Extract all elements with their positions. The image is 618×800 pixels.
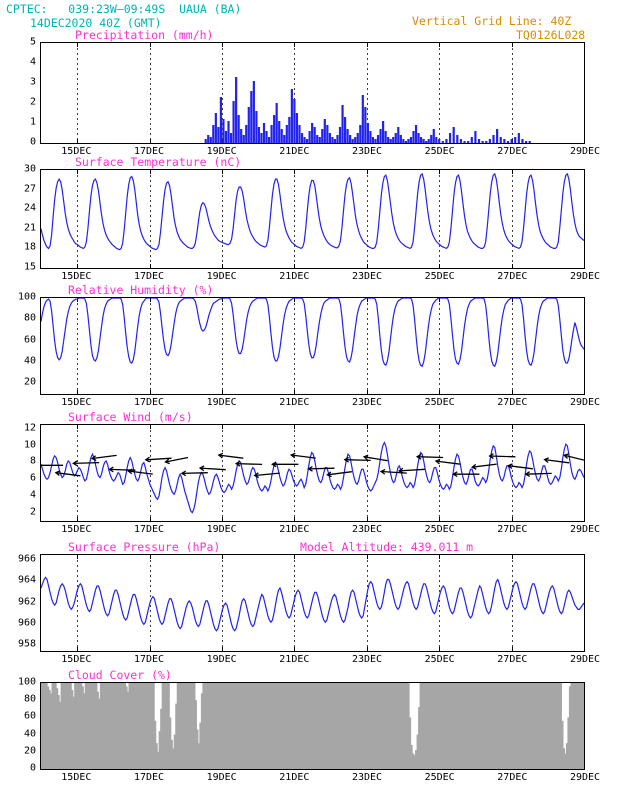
x-tick-label: 17DEC bbox=[133, 271, 165, 282]
x-tick-label: 19DEC bbox=[206, 524, 237, 535]
x-tick-label: 25DEC bbox=[424, 146, 455, 157]
y-tick: 15 bbox=[23, 261, 36, 273]
x-axis-labels-surface-pressure bbox=[0, 654, 618, 668]
y-axis-surface-temperature bbox=[2, 163, 36, 273]
x-tick-label: 19DEC bbox=[206, 654, 237, 665]
x-tick-label: 21DEC bbox=[279, 654, 310, 665]
y-axis-cloud-cover bbox=[2, 676, 36, 774]
x-tick-label: 25DEC bbox=[424, 397, 455, 408]
y-tick: 0 bbox=[29, 762, 36, 774]
y-tick: 21 bbox=[23, 222, 36, 234]
panel-cloud-cover bbox=[0, 668, 618, 796]
x-tick-label: 25DEC bbox=[424, 772, 455, 783]
plot-area-surface-pressure bbox=[40, 554, 585, 652]
y-tick: 80 bbox=[23, 693, 36, 705]
x-tick-label: 21DEC bbox=[279, 271, 310, 282]
panel-title-relative-humidity: Relative Humidity (%) bbox=[68, 283, 214, 297]
panel-title-surface-pressure: Surface Pressure (hPa) bbox=[68, 540, 221, 554]
x-tick-label: 29DEC bbox=[569, 271, 601, 282]
panel-title-surface-temperature: Surface Temperature (nC) bbox=[75, 155, 242, 169]
x-tick-label: 27DEC bbox=[497, 146, 528, 157]
panel-title-cloud-cover: Cloud Cover (%) bbox=[68, 668, 172, 682]
x-tick-label: 29DEC bbox=[569, 524, 601, 535]
panel-surface-wind bbox=[0, 410, 618, 538]
plot-area-surface-wind bbox=[40, 424, 585, 522]
y-tick: 966 bbox=[17, 553, 36, 565]
x-tick-label: 23DEC bbox=[351, 397, 383, 408]
plot-area-cloud-cover bbox=[40, 682, 585, 770]
x-tick-label: 23DEC bbox=[351, 772, 383, 783]
x-tick-label: 15DEC bbox=[61, 524, 92, 535]
y-tick: 964 bbox=[17, 574, 36, 586]
y-tick: 6 bbox=[29, 472, 36, 484]
y-tick: 2 bbox=[29, 506, 36, 518]
y-tick: 27 bbox=[23, 183, 36, 195]
y-tick: 40 bbox=[23, 728, 36, 740]
y-tick: 1 bbox=[29, 116, 36, 128]
panel-surface-pressure bbox=[0, 540, 618, 668]
x-tick-label: 17DEC bbox=[133, 524, 165, 535]
y-tick: 8 bbox=[29, 455, 36, 467]
x-tick-label: 19DEC bbox=[206, 146, 237, 157]
x-tick-label: 15DEC bbox=[61, 397, 92, 408]
y-tick: 4 bbox=[29, 56, 36, 68]
x-tick-label: 23DEC bbox=[351, 146, 383, 157]
panel-title-precipitation: Precipitation (mm/h) bbox=[75, 28, 214, 42]
y-tick: 0 bbox=[29, 136, 36, 148]
x-tick-label: 29DEC bbox=[569, 772, 601, 783]
x-tick-label: 23DEC bbox=[351, 654, 383, 665]
y-tick: 40 bbox=[23, 355, 36, 367]
y-tick: 12 bbox=[23, 422, 36, 434]
x-tick-label: 27DEC bbox=[497, 397, 528, 408]
x-tick-label: 25DEC bbox=[424, 524, 455, 535]
x-tick-label: 23DEC bbox=[351, 524, 383, 535]
x-tick-label: 15DEC bbox=[61, 654, 92, 665]
x-tick-label: 21DEC bbox=[279, 397, 310, 408]
y-tick: 80 bbox=[23, 312, 36, 324]
x-tick-label: 27DEC bbox=[497, 271, 528, 282]
model-altitude-label: Model Altitude: 439.011 m bbox=[300, 540, 474, 554]
x-tick-label: 17DEC bbox=[133, 772, 165, 783]
y-tick: 18 bbox=[23, 241, 36, 253]
x-tick-label: 23DEC bbox=[351, 271, 383, 282]
header-model-resolution: TQ0126L028 bbox=[516, 28, 586, 42]
y-tick: 960 bbox=[17, 617, 36, 629]
y-tick: 10 bbox=[23, 439, 36, 451]
x-tick-label: 19DEC bbox=[206, 397, 237, 408]
header-date-line: 14DEC2020 40Z (GMT) bbox=[30, 16, 162, 30]
x-axis-labels-cloud-cover bbox=[0, 772, 618, 786]
y-tick: 30 bbox=[23, 163, 36, 175]
x-tick-label: 29DEC bbox=[569, 146, 601, 157]
y-axis-surface-pressure bbox=[2, 554, 36, 652]
y-axis-surface-wind bbox=[2, 424, 36, 522]
y-tick: 20 bbox=[23, 745, 36, 757]
x-tick-label: 21DEC bbox=[279, 146, 310, 157]
y-tick: 962 bbox=[17, 596, 36, 607]
x-tick-label: 17DEC bbox=[133, 654, 165, 665]
x-tick-label: 29DEC bbox=[569, 397, 601, 408]
y-axis-relative-humidity bbox=[2, 291, 36, 395]
x-tick-label: 15DEC bbox=[61, 271, 92, 282]
x-tick-label: 29DEC bbox=[569, 654, 601, 665]
x-tick-label: 17DEC bbox=[133, 397, 165, 408]
x-tick-label: 25DEC bbox=[424, 271, 455, 282]
y-tick: 958 bbox=[17, 638, 36, 650]
plot-area-surface-temperature bbox=[40, 169, 585, 269]
y-tick: 60 bbox=[23, 334, 36, 346]
panel-relative-humidity bbox=[0, 283, 618, 411]
panel-title-surface-wind: Surface Wind (m/s) bbox=[68, 410, 193, 424]
header-vertical-grid-line: Vertical Grid Line: 40Z bbox=[412, 14, 572, 28]
y-tick: 4 bbox=[29, 489, 36, 501]
y-tick: 5 bbox=[29, 36, 36, 48]
x-tick-label: 19DEC bbox=[206, 772, 237, 783]
x-tick-label: 15DEC bbox=[61, 772, 92, 783]
x-axis-labels-surface-wind bbox=[0, 524, 618, 538]
x-tick-label: 27DEC bbox=[497, 772, 528, 783]
x-tick-label: 25DEC bbox=[424, 654, 455, 665]
x-tick-label: 21DEC bbox=[279, 524, 310, 535]
plot-area-precipitation bbox=[40, 42, 585, 144]
x-tick-label: 15DEC bbox=[61, 146, 92, 157]
header-station-line: CPTEC: 039:23W—09:49S UAUA (BA) bbox=[6, 2, 242, 16]
y-tick: 3 bbox=[29, 76, 36, 88]
y-tick: 100 bbox=[17, 291, 36, 303]
y-tick: 60 bbox=[23, 710, 36, 722]
x-tick-label: 27DEC bbox=[497, 654, 528, 665]
y-tick: 24 bbox=[23, 202, 36, 214]
x-tick-label: 19DEC bbox=[206, 271, 237, 282]
x-axis-labels-relative-humidity bbox=[0, 397, 618, 411]
y-axis-precipitation bbox=[2, 36, 36, 148]
y-tick: 20 bbox=[23, 376, 36, 388]
panel-precipitation bbox=[0, 28, 618, 158]
plot-area-relative-humidity bbox=[40, 297, 585, 395]
x-tick-label: 17DEC bbox=[133, 146, 165, 157]
x-tick-label: 27DEC bbox=[497, 524, 528, 535]
panel-surface-temperature bbox=[0, 155, 618, 285]
y-tick: 100 bbox=[17, 676, 36, 688]
y-tick: 2 bbox=[29, 96, 36, 108]
x-tick-label: 21DEC bbox=[279, 772, 310, 783]
